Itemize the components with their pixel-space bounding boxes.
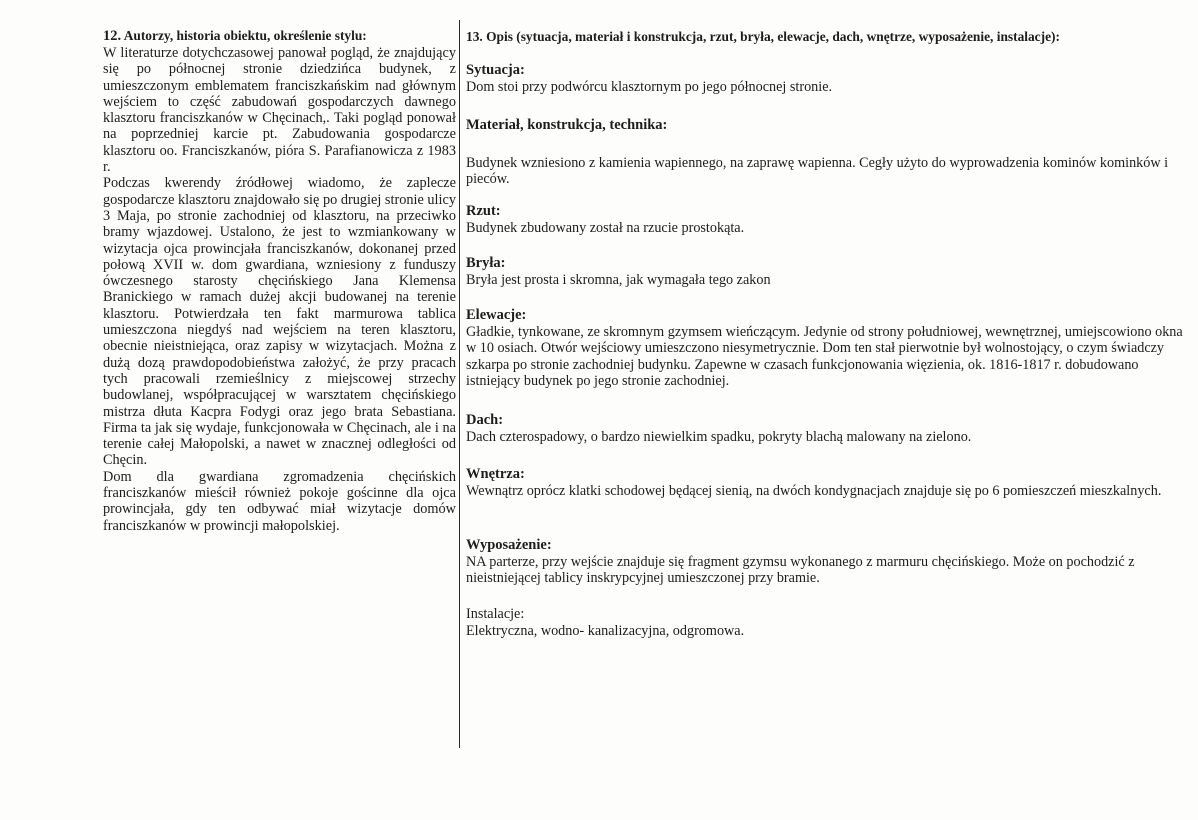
wnetrza-block <box>466 466 1191 499</box>
wyposazenie-block <box>466 537 1191 587</box>
elewacje-heading: Elewacje: <box>466 307 527 323</box>
paragraph: Dom dla gwardiana zgromadzenia chęcińskich franciszkanów mieścił również pokoje gościnne dla ojca prowincjała, gdy ten odbywać miał wizytacje domów franciszkanów w prowincji małopolskiej. <box>103 468 456 534</box>
material-text-block <box>466 155 1191 188</box>
wyposazenie-heading: Wyposażenie: <box>466 537 552 553</box>
rzut-text: Budynek zbudowany został na rzucie prostokąta. <box>466 220 745 236</box>
wnetrza-heading: Wnętrza: <box>466 466 525 482</box>
dach-heading: Dach: <box>466 412 504 428</box>
section-13-title: Opis (sytuacja, materiał i konstrukcja, rzut, bryła, elewacje, dach, wnętrze, wyposażenie, instalacje): <box>486 29 1060 44</box>
paragraph: Podczas kwerendy źródłowej wiadomo, że zaplecze gospodarcze klasztoru znajdowało się po drugiej stronie ulicy 3 Maja, po stronie zachodniej od klasztoru, na przeciwko bramy wjazdowej. Ustalono, że jest to wzmiankowany w wizytacja ojca prowincjała franciszkanów, dokonanej przed połową XVII w. dom gwardiana, wzniesiony z funduszy ówczesnego starosty chęcińskiego Jana Klemensa Branickiego w ramach dużej akcji budowanej na terenie klasztoru. Potwierdzała ten fakt marmurowa tablica umieszczona niegdyś nad wejściem na teren klasztoru, obecnie nieistniejąca, oraz zapisy w wizytacjach. Można z dużą dozą prawdopodobieństwa założyć, że przy pracach tych pracowali rzemieślnicy z miejscowej strzechy budowlanej, współpracującej w warsztatem chęcińskiego mistrza dłuta Kacpra Fodygi oraz jego brata Sebastiana. Firma ta jak się wydaje, funkcjonowała w Chęcinach, ale i na terenie całej Małopolski, a nawet w znacznej odległości od Chęcin. <box>103 175 456 469</box>
rzut-heading: Rzut: <box>466 203 501 219</box>
wyposazenie-text: NA parterze, przy wejście znajduje się fragment gzymsu wykonanego z marmuru chęcińskiego. Może on pochodzić z nieistniejącej tablicy inskrypcyjnej umieszczonej przy bramie. <box>466 554 1135 587</box>
section-12-title: Autorzy, historia obiektu, określenie stylu: <box>123 28 367 43</box>
instalacje-block <box>466 606 1191 639</box>
rzut-block <box>466 203 1191 236</box>
instalacje-text: Elektryczna, wodno- kanalizacyjna, odgromowa. <box>466 623 745 639</box>
sytuacja-text: Dom stoi przy podwórcu klasztornym po jego północnej stronie. <box>466 79 833 95</box>
sytuacja-heading: Sytuacja: <box>466 62 525 78</box>
elewacje-block <box>466 307 1191 389</box>
wnetrza-text: Wewnątrz oprócz klatki schodowej będącej sienią, na dwóch kondygnacjach znajduje się po 6 pomieszczeń mieszkalnych. <box>466 483 1162 499</box>
bryla-block <box>466 255 1191 288</box>
material-block <box>466 117 1191 134</box>
material-text: Budynek wzniesiono z kamienia wapiennego, na zaprawę wapienna. Cegły użyto do wyprowadzenia kominów kominków i pieców. <box>466 155 1169 188</box>
dach-text: Dach czterospadowy, o bardzo niewielkim spadku, pokryty blachą malowany na zielono. <box>466 429 972 445</box>
paragraph: W literaturze dotychczasowej panował pogląd, że znajdujący się po północnej stronie dziedzińca budynek, z umieszczonym emblematem franciszkańskim nad głównym wejściem to część zabudowań gospodarczych dawnego klasztoru franciszkanów w Chęcinach,. Taki pogląd ponował na poprzedniej karcie pt. Zabudowania gospodarcze klasztoru oo. Franciszkanów, pióra S. Parafianowicza z 1983 r. <box>103 45 456 176</box>
bryla-heading: Bryła: <box>466 255 506 271</box>
section-13-number: 13. <box>466 29 483 44</box>
section-12-number: 12. <box>103 28 122 44</box>
material-heading: Materiał, konstrukcja, technika: <box>466 117 668 133</box>
dach-block <box>466 412 1191 445</box>
bryla-text: Bryła jest prosta i skromna, jak wymagała tego zakon <box>466 272 771 288</box>
instalacje-heading: Instalacje: <box>466 606 525 622</box>
column-divider <box>459 20 460 748</box>
section-13-heading <box>466 28 1191 45</box>
elewacje-text: Gładkie, tynkowane, ze skromnym gzymsem wieńczącym. Jedynie od strony południowej, wewnętrznej, umiejscowiono okna w 10 osiach. Otwór wejściowy umieszczono niesymetrycznie. Dom ten stał pierwotnie był wolnostojący, o czym świadczy szkarpa po stronie zachodniej budynku. Zapewne w czasach funkcjonowania więzienia, ok. 1816-1817 r. dobudowano istniejący budynek po jego stronie zachodniej. <box>466 324 1183 389</box>
section-12-body <box>103 45 456 534</box>
section-12-heading <box>103 27 456 45</box>
section-12 <box>103 27 456 534</box>
sytuacja-block <box>466 62 1191 95</box>
